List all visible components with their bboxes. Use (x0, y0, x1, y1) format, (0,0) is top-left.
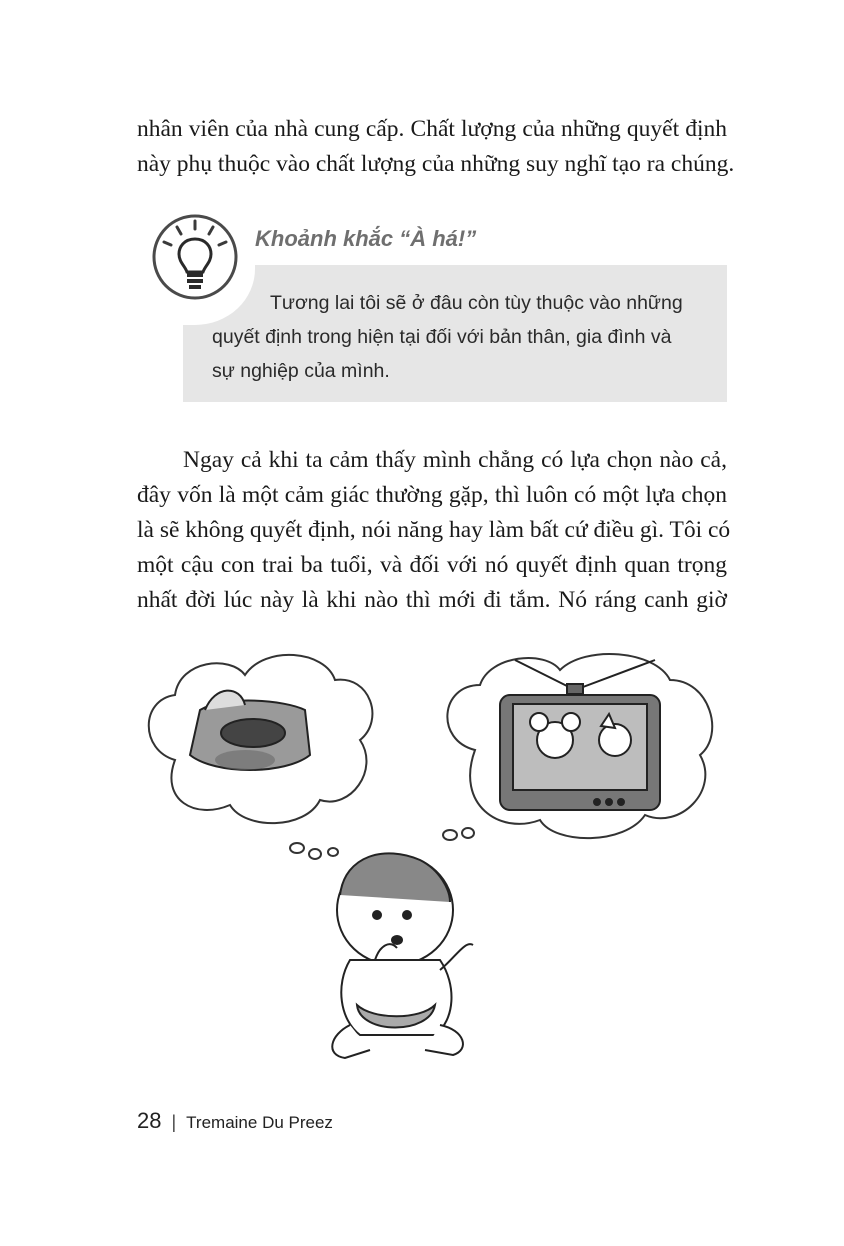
baby-figure (332, 853, 473, 1058)
paragraph-line: nhất đời lúc này là khi nào thì mới đi tắm. Nó ráng canh giờ (137, 587, 727, 613)
paragraph-line: này phụ thuộc vào chất lượng của những suy nghĩ tạo ra chúng. (137, 151, 735, 177)
callout-title: Khoảnh khắc “À há!” (255, 226, 477, 251)
baby-thinking-illustration (135, 640, 725, 1070)
callout-text (212, 286, 700, 388)
footer-separator: | (171, 1112, 177, 1132)
page-footer (137, 1108, 333, 1134)
paragraph-line: một cậu con trai ba tuổi, và đối với nó quyết định quan trọng (137, 552, 727, 578)
paragraph-line: là sẽ không quyết định, nói năng hay làm bất cứ điều gì. Tôi có (137, 517, 731, 543)
callout-line: Tương lai tôi sẽ ở đâu còn tùy thuộc vào những (270, 292, 683, 314)
callout-line: sự nghiệp của mình. (212, 360, 390, 382)
paragraph-top (137, 112, 735, 182)
footer-author: Tremaine Du Preez (186, 1113, 333, 1132)
paragraph-line: đây vốn là một cảm giác thường gặp, thì luôn có một lựa chọn (137, 482, 727, 508)
callout-line: quyết định trong hiện tại đối với bản thân, gia đình và (212, 326, 672, 348)
paragraph-line: nhân viên của nhà cung cấp. Chất lượng của những quyết định (137, 116, 727, 142)
paragraph-line: Ngay cả khi ta cảm thấy mình chẳng có lựa chọn nào cả, (183, 447, 727, 473)
page-number: 28 (137, 1108, 162, 1133)
paragraph-main (137, 443, 731, 618)
